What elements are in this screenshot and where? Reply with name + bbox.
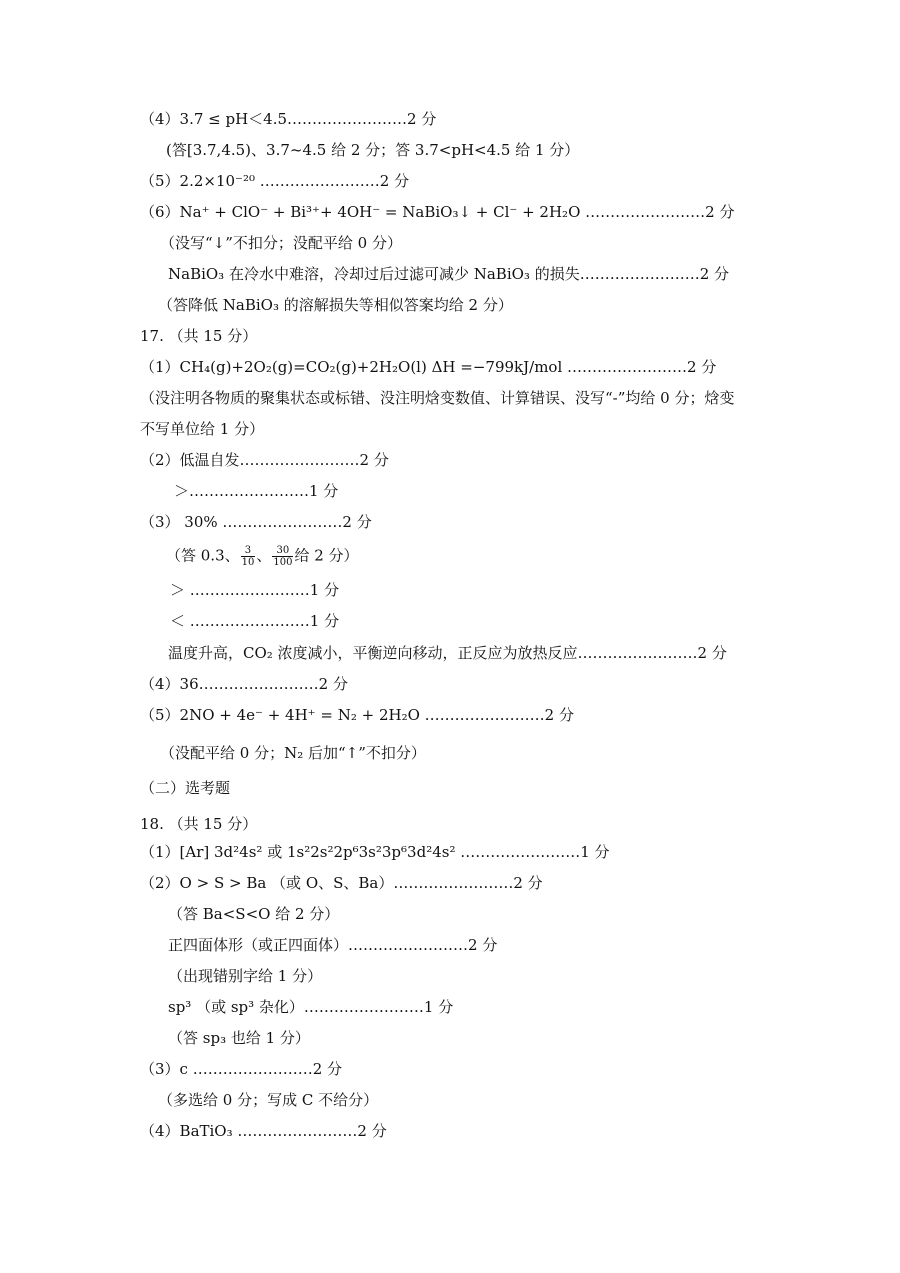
note-line: 不写单位给 1 分）	[140, 420, 265, 438]
note-line: （出现错别字给 1 分）	[168, 967, 323, 985]
answer-line: （5）2.2×10⁻²⁰ ……………………2 分	[140, 172, 410, 190]
fraction-denominator: 10	[241, 557, 255, 568]
fraction-denominator: 100	[273, 557, 293, 568]
fraction-3-10	[241, 545, 256, 568]
answer-line: 正四面体形（或正四面体）……………………2 分	[168, 936, 498, 954]
answer-line: （1）[Ar] 3d²4s² 或 1s²2s²2p⁶3s²3p⁶3d²4s² ……………………1 分	[140, 843, 610, 861]
answer-line: ＞……………………1 分	[174, 482, 339, 500]
answer-line: （2）低温自发……………………2 分	[140, 451, 389, 469]
note-line: （没注明各物质的聚集状态或标错、没注明焓变数值、计算错误、没写“-”均给 0 分；焓变	[140, 389, 735, 407]
answer-line: （2）O > S > Ba （或 O、S、Ba）……………………2 分	[140, 874, 543, 892]
answer-line: NaBiO₃ 在冷水中难溶，冷却过后过滤可减少 NaBiO₃ 的损失……………………2 分	[168, 265, 730, 283]
question-heading: 18. （共 15 分）	[140, 815, 258, 833]
note-line: （多选给 0 分；写成 C 不给分）	[158, 1091, 379, 1109]
note-line: （答降低 NaBiO₃ 的溶解损失等相似答案均给 2 分）	[158, 296, 513, 314]
answer-line: （4）3.7 ≤ pH＜4.5……………………2 分	[140, 110, 437, 128]
fraction-30-100	[272, 545, 293, 568]
note-text: 、	[256, 546, 272, 565]
note-text: （答 0.3、	[166, 546, 240, 565]
answer-line: sp³ （或 sp³ 杂化）……………………1 分	[168, 998, 454, 1016]
note-line: （答 Ba<S<O 给 2 分）	[168, 905, 340, 923]
answer-line: （3） 30% ……………………2 分	[140, 513, 372, 531]
note-line: （答 sp₃ 也给 1 分）	[168, 1029, 310, 1047]
note-line: （没配平给 0 分；N₂ 后加“↑”不扣分）	[160, 744, 426, 762]
answer-line: （5）2NO + 4e⁻ + 4H⁺ = N₂ + 2H₂O ……………………2 分	[140, 706, 574, 724]
answer-line: （6）Na⁺ + ClO⁻ + Bi³⁺+ 4OH⁻ = NaBiO₃↓ + Cl⁻ + 2H₂O ……………………2 分	[140, 203, 735, 221]
answer-line: ＞ ……………………1 分	[170, 581, 340, 599]
answer-line: 温度升高，CO₂ 浓度减小，平衡逆向移动，正反应为放热反应……………………2 分	[168, 644, 727, 662]
section-heading: （二）选考题	[140, 779, 231, 797]
note-line: (答[3.7,4.5)、3.7~4.5 给 2 分；答 3.7<pH<4.5 给 1 分）	[166, 141, 580, 159]
answer-line: （3）c ……………………2 分	[140, 1060, 343, 1078]
question-heading: 17. （共 15 分）	[140, 327, 258, 345]
answer-line: （4）36……………………2 分	[140, 675, 348, 693]
note-text: 给 2 分）	[294, 546, 359, 565]
answer-line: （4）BaTiO₃ ……………………2 分	[140, 1122, 387, 1140]
answer-line: （1）CH₄(g)+2O₂(g)=CO₂(g)+2H₂O(l) ΔH =−799kJ/mol ……………………2 分	[140, 358, 717, 376]
fraction-numerator: 30	[272, 545, 293, 557]
note-line	[166, 545, 359, 568]
fraction-numerator: 3	[241, 545, 256, 557]
answer-line: ＜ ……………………1 分	[170, 612, 340, 630]
note-line: （没写“↓”不扣分；没配平给 0 分）	[160, 234, 402, 252]
